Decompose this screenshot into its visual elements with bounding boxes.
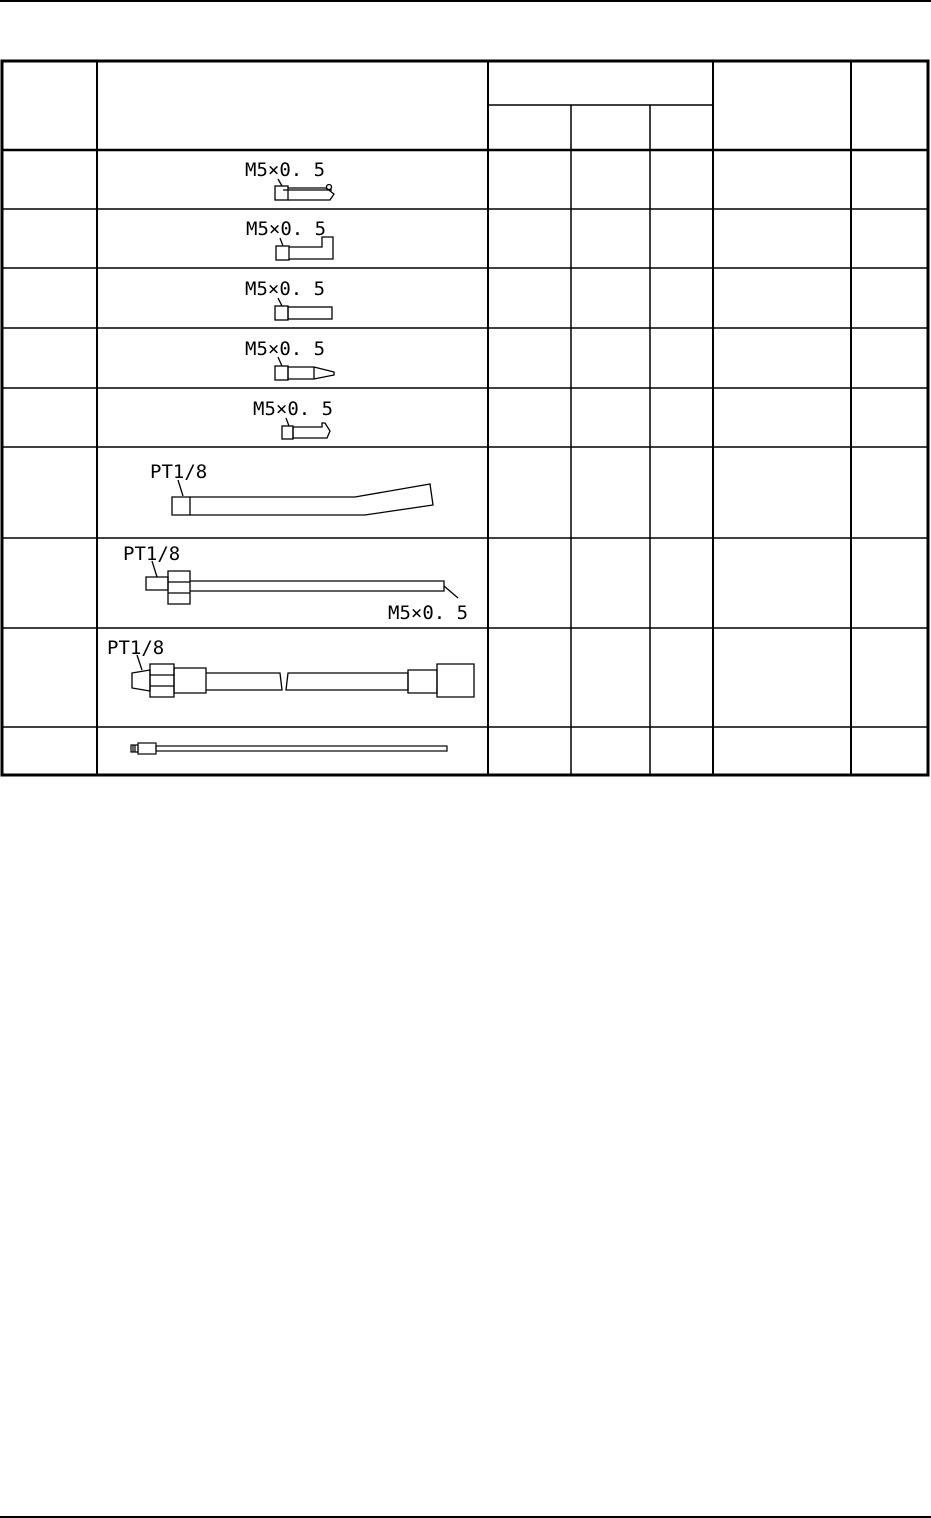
- nozzle-drawing-row5: [282, 418, 330, 439]
- rod-drawing-row9: [131, 743, 447, 754]
- thread-label-row5: M5×0. 5: [253, 398, 334, 420]
- thread-label-row6: PT1/8: [150, 461, 208, 483]
- nozzle-drawing-row2: [276, 237, 333, 260]
- hose-drawing-row8: [132, 655, 474, 697]
- nozzle-drawing-row4: [275, 357, 334, 380]
- thread-label-row4: M5×0. 5: [245, 338, 326, 360]
- thread-label-row1: M5×0. 5: [245, 159, 326, 181]
- thread-label-row3: M5×0. 5: [245, 278, 326, 300]
- thread-label-row7-top: PT1/8: [123, 543, 181, 565]
- nozzle-drawing-row1: [275, 179, 334, 200]
- nozzle-drawing-row3: [275, 298, 332, 320]
- thread-label-row8: PT1/8: [107, 637, 165, 659]
- thread-label-row7-end: M5×0. 5: [388, 602, 469, 624]
- thread-label-row2: M5×0. 5: [246, 218, 327, 240]
- pipe-drawing-row6: [172, 480, 433, 515]
- pipe-drawing-row7: [146, 561, 458, 604]
